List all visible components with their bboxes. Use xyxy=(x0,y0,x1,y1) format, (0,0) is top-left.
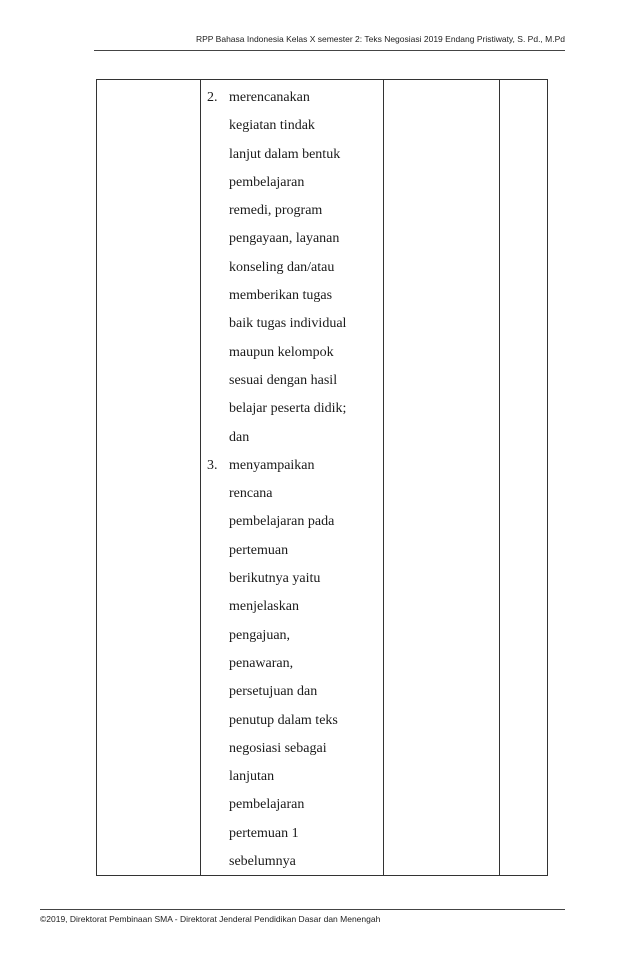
list-item-line: pembelajaran xyxy=(229,797,305,813)
column-divider xyxy=(200,80,201,875)
list-item-line: pertemuan 1 xyxy=(229,825,299,841)
footer-divider xyxy=(40,909,565,910)
list-item xyxy=(205,452,381,876)
list-item-line: pembelajaran xyxy=(229,174,305,190)
list-item-line: pembelajaran pada xyxy=(229,514,335,530)
list-item-line: lanjut dalam bentuk xyxy=(229,146,341,162)
list-item xyxy=(205,84,381,452)
list-item-line: rencana xyxy=(229,486,273,502)
list-item-number: 3. xyxy=(207,457,218,473)
list-item-line: sebelumnya xyxy=(229,854,296,870)
list-item-line: negosiasi sebagai xyxy=(229,740,327,756)
list-item-line: berikutnya yaitu xyxy=(229,571,321,587)
activity-cell xyxy=(205,84,381,876)
column-divider xyxy=(499,80,500,875)
column-divider xyxy=(383,80,384,875)
list-item-line: pengajuan, xyxy=(229,627,291,643)
list-item-line: baik tugas individual xyxy=(229,316,347,332)
list-item-line: menyampaikan xyxy=(229,457,315,473)
list-item-line: sesuai dengan hasil xyxy=(229,372,338,388)
list-item-line: pengayaan, layanan xyxy=(229,231,340,247)
list-item-line: penawaran, xyxy=(229,655,294,671)
list-item-line: memberikan tugas xyxy=(229,288,333,304)
list-item-line: menjelaskan xyxy=(229,599,299,615)
list-item-line: penutup dalam teks xyxy=(229,712,338,728)
list-item-number: 2. xyxy=(207,90,218,105)
list-item-line: dan xyxy=(229,429,250,445)
list-item-line: merencanakan xyxy=(229,90,310,105)
list-item-line: lanjutan xyxy=(229,769,275,785)
list-item-line: kegiatan tindak xyxy=(229,118,315,134)
list-item-line: persetujuan dan xyxy=(229,684,318,700)
header-divider xyxy=(94,50,565,51)
lesson-table xyxy=(96,79,548,876)
list-item-line: remedi, program xyxy=(229,203,323,219)
list-item-line: maupun kelompok xyxy=(229,344,334,360)
page-footer: ©2019, Direktorat Pembinaan SMA - Direktorat Jenderal Pendidikan Dasar dan Menengah xyxy=(40,914,381,924)
page-header: RPP Bahasa Indonesia Kelas X semester 2: Teks Negosiasi 2019 Endang Pristiwaty, S. Pd., M.Pd xyxy=(195,34,565,44)
list-item-line: konseling dan/atau xyxy=(229,259,335,275)
list-item-line: pertemuan xyxy=(229,542,289,558)
list-item-line: belajar peserta didik; xyxy=(229,401,347,417)
